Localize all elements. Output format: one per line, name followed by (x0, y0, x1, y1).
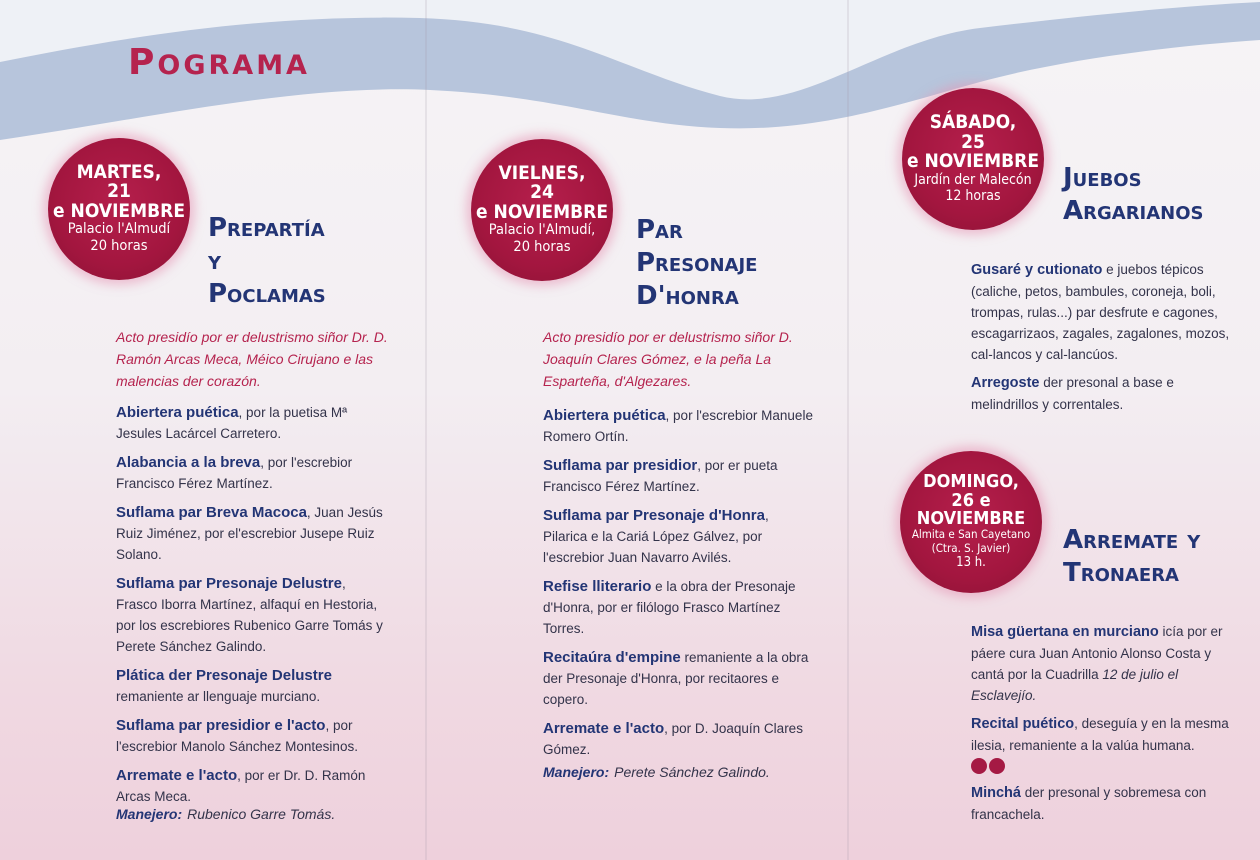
item-name: Arregoste (971, 375, 1040, 391)
list-item (116, 765, 386, 807)
badge-place: Almita e San Cayetano (911, 527, 1031, 542)
section-title-line: Tronaera (1063, 558, 1179, 588)
item-desc: , por l'escrebior Francisco Férez Martínez. (116, 455, 353, 491)
badge-weekday: VIELNES, (498, 161, 586, 184)
badge-month: NOVIEMBRE (916, 507, 1026, 529)
list-item (543, 405, 813, 447)
list-item (116, 452, 386, 494)
item-desc: , por l'escrebior Manuele Romero Ortín. (543, 408, 813, 444)
item-name: Gusaré y cutionato (971, 262, 1103, 278)
item-name: Suflama par Breva Macoca (116, 504, 307, 521)
badge-day: 25 (961, 130, 985, 153)
item-desc: , por er pueta Francisco Férez Martínez. (543, 458, 778, 494)
program-list (971, 259, 1243, 422)
list-item (543, 718, 813, 760)
badge-time: 20 horas (90, 238, 148, 255)
section-title-line: Poclamas (208, 279, 326, 309)
section-title (1063, 524, 1200, 590)
host-name: Rubenico Garre Tomás. (187, 806, 336, 822)
list-item (116, 402, 386, 444)
item-desc: e juebos tépicos (caliche, petos, bambules, coroneja, boli, trompas, rulas...) par desfrute e cagones, escagarrizaos, zagales, zagalones, mozos, cal-lancos y cal-lancúos. (971, 262, 1230, 362)
dot-ornament (989, 758, 1005, 774)
list-item (116, 502, 386, 565)
item-name: Abiertera puética (543, 407, 666, 424)
panel-weekend (849, 0, 1260, 860)
item-desc: remaniente ar llenguaje murciano. (116, 689, 321, 704)
item-desc: , por la puetisa Mª Jesules Lacárcel Carretero. (116, 405, 348, 441)
date-badge (471, 139, 613, 281)
panel-martes (0, 0, 425, 860)
list-item (971, 621, 1243, 706)
section-title-line: Prepartía (208, 213, 325, 243)
item-desc: , Frasco Iborra Martínez, alfaquí en Hestoria, por los escrebiores Rubenico Garre Tomás y Perete Sánchez Galindo. (116, 576, 383, 654)
title-rest: OGRAMA (157, 50, 310, 81)
date-badge (48, 138, 190, 280)
list-item (543, 455, 813, 497)
section-title-line: Juebos (1063, 163, 1142, 193)
item-name: Misa güertana en murciano (971, 624, 1159, 640)
item-name: Alabancia a la breva (116, 454, 261, 471)
section-title (636, 214, 757, 313)
panel-vielnes (427, 0, 847, 860)
item-desc: , por D. Joaquín Clares Gómez. (543, 721, 803, 757)
badge-day: 21 (107, 180, 131, 203)
badge-place: Palacio l'Almudí (67, 220, 171, 237)
section-title (208, 212, 326, 311)
section-title-line: Par (636, 215, 683, 245)
badge-place: Palacio l'Almudí, (488, 221, 596, 238)
list-item (543, 576, 813, 639)
item-desc: , Juan Jesús Ruiz Jiménez, por el'escrebior Jusepe Ruiz Solano. (116, 505, 383, 562)
item-desc: remaniente a la obra der Presonaje d'Honra, por recitaores e copero. (543, 650, 809, 707)
section-title-line: y (208, 246, 222, 276)
item-name: Recitaúra d'empine (543, 649, 681, 666)
list-item (116, 573, 386, 657)
item-name: Arremate e l'acto (543, 720, 665, 737)
list-item (543, 647, 813, 710)
host-line (116, 806, 335, 822)
list-item (116, 715, 386, 757)
item-desc: e la obra der Presonaje d'Honra, por er filólogo Frasco Martínez Torres. (543, 579, 796, 636)
item-name: Suflama par presidior (543, 457, 698, 474)
section-title-line: D'honra (636, 281, 739, 311)
badge-time: 20 horas (513, 239, 571, 256)
list-item (116, 665, 386, 707)
item-name: Suflama par Presonaje d'Honra (543, 507, 765, 524)
item-name: Suflama par presidior e l'acto (116, 717, 326, 734)
date-badge (902, 88, 1044, 230)
item-desc: , por er Dr. D. Ramón Arcas Meca. (116, 768, 366, 804)
program-list (543, 405, 813, 768)
item-name: Suflama par Presonaje Delustre (116, 575, 342, 592)
intro-text: Acto presidío por er delustrismo siñor D. Joaquín Clares Gómez, e la peña La Esparteña, d'Algezares. (543, 329, 793, 389)
section-title (1063, 162, 1204, 228)
item-desc: , por l'escrebior Manolo Sánchez Montesinos. (116, 718, 358, 754)
item-desc: icía por er páere cura Juan Antonio Alonso Costa y cantá por la Cuadrilla (971, 624, 1223, 682)
date-badge (900, 451, 1042, 593)
item-name: Arremate e l'acto (116, 767, 238, 784)
host-label: Manejero: (116, 806, 183, 822)
host-label: Manejero: (543, 764, 610, 780)
section-title-line: Arremate y (1063, 525, 1201, 555)
badge-month: e NOVIEMBRE (475, 200, 609, 223)
item-desc: der presonal a base e melindrillos y correntales. (971, 375, 1174, 412)
list-item (971, 713, 1243, 756)
badge-time: 12 horas (945, 188, 1001, 205)
item-name: Refise lliterario (543, 578, 652, 595)
list-item (543, 505, 813, 568)
program-list (971, 621, 1243, 832)
badge-time: 13 h. (956, 555, 986, 571)
item-name: Abiertera puética (116, 404, 239, 421)
list-item (971, 372, 1243, 415)
badge-month: e NOVIEMBRE (52, 199, 186, 222)
title-initial: P (128, 42, 158, 83)
badge-place: Jardín der Malecón (914, 171, 1032, 188)
item-name: Recital puético (971, 716, 1075, 732)
item-name: Minchá (971, 785, 1021, 801)
section-title-line: Presonaje (636, 248, 758, 278)
item-desc-italic: 12 de julio el Esclavejío. (971, 667, 1179, 703)
program-list (116, 402, 386, 815)
item-desc: , deseguía y en la mesma ilesia, remaniente a la valúa humana. (971, 716, 1229, 753)
item-desc: der presonal y sobremesa con francachela. (971, 785, 1207, 822)
separator-dots (971, 758, 1243, 774)
list-item (971, 259, 1243, 365)
badge-place-detail: (Ctra. S. Javier) (931, 540, 1011, 555)
section-title-line: Argarianos (1063, 196, 1204, 226)
intro-text: Acto presidío por er delustrismo siñor Dr. D. Ramón Arcas Meca, Méico Cirujano e las malencias der corazón. (116, 329, 388, 389)
badge-month: e NOVIEMBRE (906, 150, 1040, 173)
badge-weekday: DOMINGO, (923, 471, 1019, 493)
item-desc: , Pilarica e la Cariá López Gálvez, por l'escrebior Juan Navarro Avilés. (543, 508, 769, 565)
list-item (971, 782, 1243, 825)
badge-day: 26 e (951, 489, 991, 511)
badge-weekday: MARTES, (76, 160, 162, 183)
badge-weekday: SÁBADO, (929, 111, 1017, 134)
item-name: Plática der Presonaje Delustre (116, 667, 332, 684)
dot-ornament (971, 758, 987, 774)
host-name: Perete Sánchez Galindo. (614, 764, 770, 780)
host-line (543, 764, 770, 780)
badge-day: 24 (530, 181, 554, 204)
